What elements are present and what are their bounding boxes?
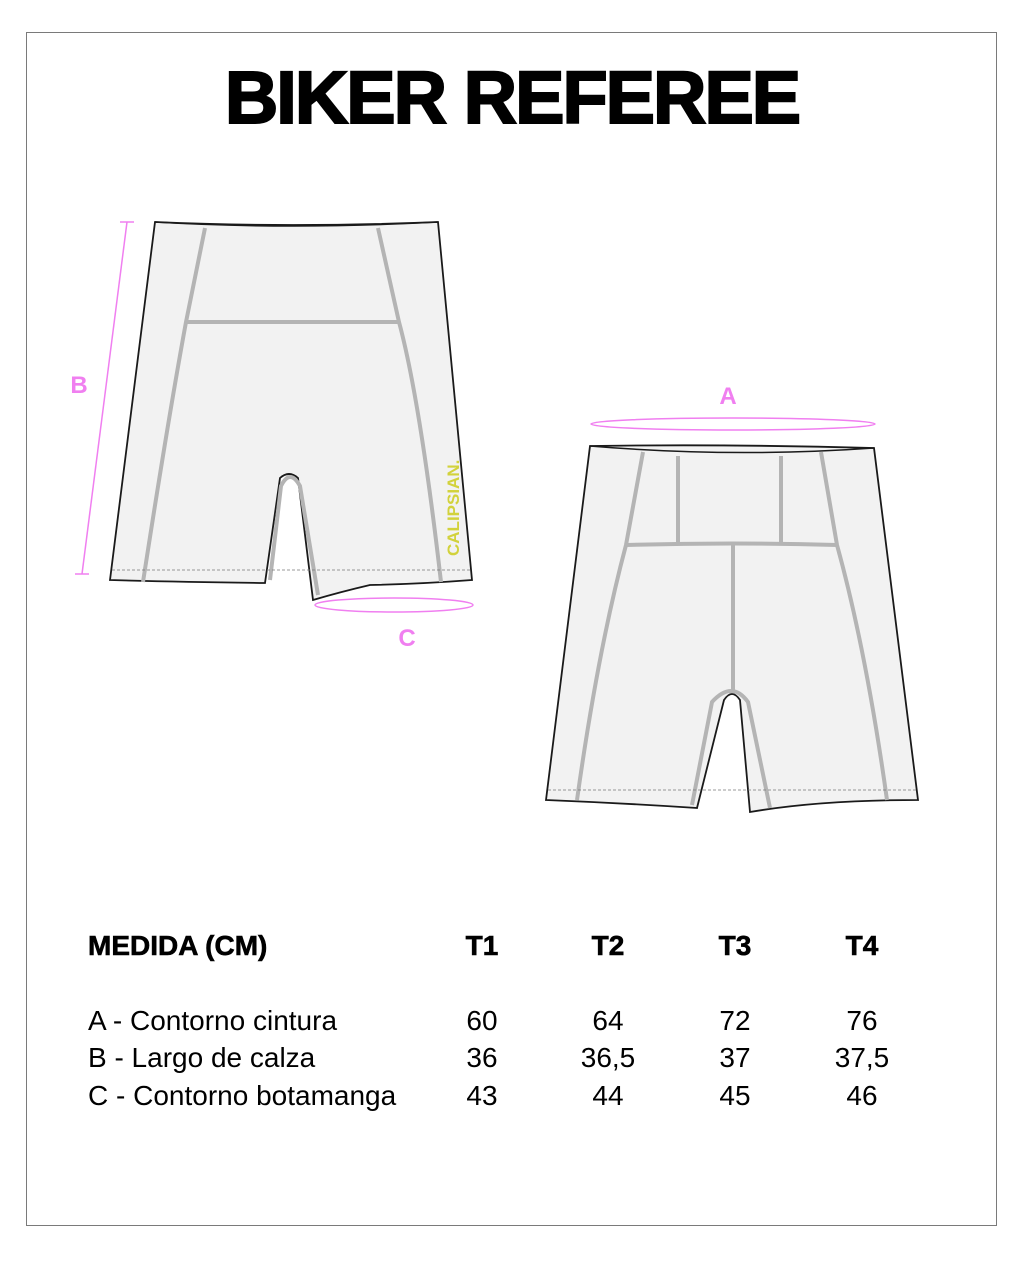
- measure-label-c: C: [398, 625, 416, 652]
- table-header-size: T2: [591, 930, 625, 961]
- back-view-shorts: [546, 445, 918, 812]
- table-cell: 76: [846, 1005, 878, 1036]
- table-header-size: T1: [465, 930, 499, 961]
- table-cell: 46: [846, 1080, 878, 1111]
- measure-a-ellipse: [591, 418, 875, 430]
- table-cell: 36,5: [580, 1042, 636, 1073]
- measure-label-b: B: [70, 372, 88, 399]
- table-header-size: T3: [718, 930, 752, 961]
- table-cell: 44: [592, 1080, 624, 1111]
- measure-c-ellipse: [315, 598, 473, 612]
- table-cell: 64: [592, 1005, 624, 1036]
- table-row-label: B - Largo de calza: [88, 1042, 316, 1073]
- table-header-size: T4: [845, 930, 879, 961]
- table-cell: 45: [719, 1080, 751, 1111]
- table-cell: 36: [466, 1042, 498, 1073]
- table-row-label: A - Contorno cintura: [88, 1005, 338, 1036]
- table-cell: 37,5: [834, 1042, 890, 1073]
- table-cell: 72: [719, 1005, 751, 1036]
- table-cell: 60: [466, 1005, 498, 1036]
- table-header-label: MEDIDA (CM): [88, 930, 268, 961]
- measure-label-a: A: [719, 383, 737, 410]
- front-view-shorts: [110, 222, 472, 600]
- page-title: BIKER REFEREE: [224, 56, 800, 139]
- brand-text: CALIPSIAN.: [444, 459, 463, 556]
- table-row-label: C - Contorno botamanga: [88, 1080, 397, 1111]
- table-cell: 43: [466, 1080, 498, 1111]
- table-cell: 37: [719, 1042, 751, 1073]
